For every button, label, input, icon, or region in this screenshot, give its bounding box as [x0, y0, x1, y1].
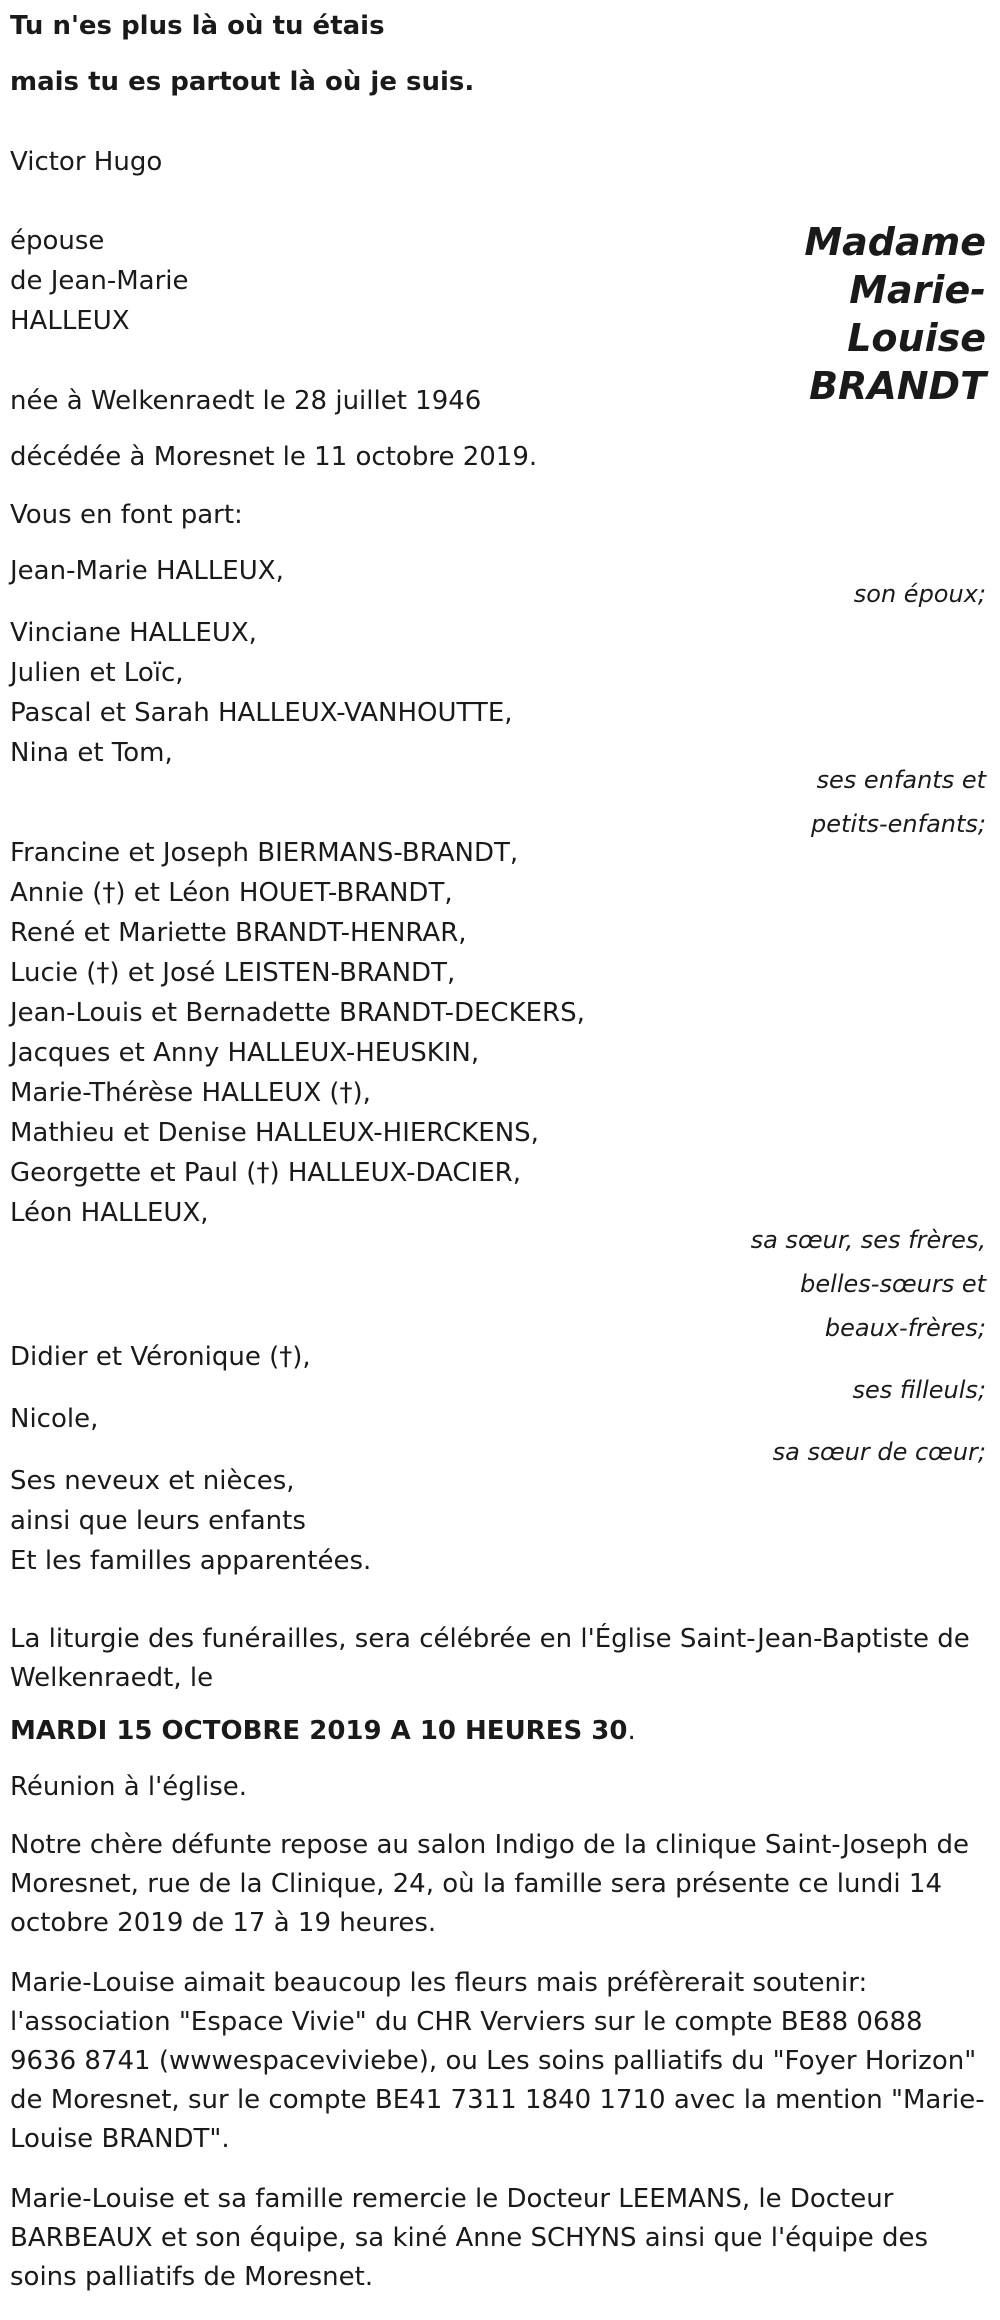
family-name: Ses neveux et nièces, — [10, 1466, 295, 1496]
paragraph-thanks: Marie-Louise et sa famille remercie le Docteur LEEMANS, le Docteur BARBEAUX et son équipe, sa kiné Anne SCHYNS ainsi que l'équipe des soins palliatifs de Moresnet. — [10, 2184, 929, 2292]
family-name: Francine et Joseph BIERMANS-BRANDT, — [10, 838, 519, 868]
family-name: Didier et Véronique (†), — [10, 1342, 311, 1372]
spouse-line-2: de Jean-Marie — [10, 266, 189, 296]
family-name: Jacques et Anny HALLEUX-HEUSKIN, — [10, 1038, 480, 1068]
family-name: Marie-Thérèse HALLEUX (†), — [10, 1078, 371, 1108]
family-name: Lucie (†) et José LEISTEN-BRANDT, — [10, 958, 456, 988]
family-name: Nina et Tom, — [10, 738, 173, 768]
spouse-line-1: épouse — [10, 226, 105, 256]
funeral-date-line — [10, 1712, 636, 1751]
relation-label: sa sœur de cœur; — [772, 1438, 986, 1466]
family-name: René et Mariette BRANDT-HENRAR, — [10, 918, 467, 948]
relation-label: petits-enfants; — [811, 810, 986, 838]
meeting-info: Réunion à l'église. — [10, 1772, 248, 1802]
relation-label: son époux; — [853, 580, 986, 608]
deceased-name — [804, 218, 986, 410]
funeral-date-suffix: . — [627, 1716, 636, 1746]
family-name: Jean-Marie HALLEUX, — [10, 556, 284, 586]
relation-label: ses filleuls; — [852, 1376, 986, 1404]
family-name: Nicole, — [10, 1404, 99, 1434]
family-name: Julien et Loïc, — [10, 658, 184, 688]
deceased-name-line-4: BRANDT — [809, 364, 986, 408]
spouse-line-3: HALLEUX — [10, 306, 130, 336]
paragraph-rest: Notre chère défunte repose au salon Indigo de la clinique Saint-Joseph de Moresnet, rue de la Clinique, 24, où la famille sera présente ce lundi 14 octobre 2019 de 17 à 19 heures. — [10, 1830, 969, 1938]
family-name: Et les familles apparentées. — [10, 1546, 372, 1576]
quote-author: Victor Hugo — [10, 147, 163, 177]
relation-label: belles-sœurs et — [800, 1270, 986, 1298]
family-name: Jean-Louis et Bernadette BRANDT-DECKERS, — [10, 998, 585, 1028]
family-name: Annie (†) et Léon HOUET-BRANDT, — [10, 878, 453, 908]
funeral-intro: La liturgie des funérailles, sera célébrée en l'Église Saint-Jean-Baptiste de Welkenraedt, le — [10, 1624, 970, 1693]
deceased-name-line-1: Madame — [804, 220, 986, 264]
quote-line-1: Tu n'es plus là où tu étais — [10, 11, 385, 41]
deceased-name-line-3: Louise — [847, 316, 986, 360]
birth-info: née à Welkenraedt le 28 juillet 1946 — [10, 386, 482, 416]
relation-label: ses enfants et — [816, 766, 986, 794]
relation-label: sa sœur, ses frères, — [750, 1226, 986, 1254]
family-name: Georgette et Paul (†) HALLEUX-DACIER, — [10, 1158, 521, 1188]
announce-line: Vous en font part: — [10, 500, 243, 530]
quote-line-2: mais tu es partout là où je suis. — [10, 67, 475, 97]
paragraph-flowers: Marie-Louise aimait beaucoup les fleurs mais préfèrerait soutenir: l'association "Espace Vivie" du CHR Verviers sur le compte BE88 0688 9636 8741 (wwwespaceviviebe), ou Les soins palliatifs du "Foyer Horizon" de Moresnet, sur le compte BE41 7311 1840 1710 avec la mention "Marie-Louise BRANDT". — [10, 1968, 985, 2154]
death-info: décédée à Moresnet le 11 octobre 2019. — [10, 442, 538, 472]
family-name: Vinciane HALLEUX, — [10, 618, 257, 648]
deceased-name-line-2: Marie- — [849, 268, 986, 312]
funeral-date: MARDI 15 OCTOBRE 2019 A 10 HEURES 30 — [10, 1716, 628, 1746]
relation-label: beaux-frères; — [824, 1314, 986, 1342]
family-name: Pascal et Sarah HALLEUX-VANHOUTTE, — [10, 698, 513, 728]
family-name: Mathieu et Denise HALLEUX-HIERCKENS, — [10, 1118, 539, 1148]
family-name: ainsi que leurs enfants — [10, 1506, 306, 1536]
family-name: Léon HALLEUX, — [10, 1198, 209, 1228]
